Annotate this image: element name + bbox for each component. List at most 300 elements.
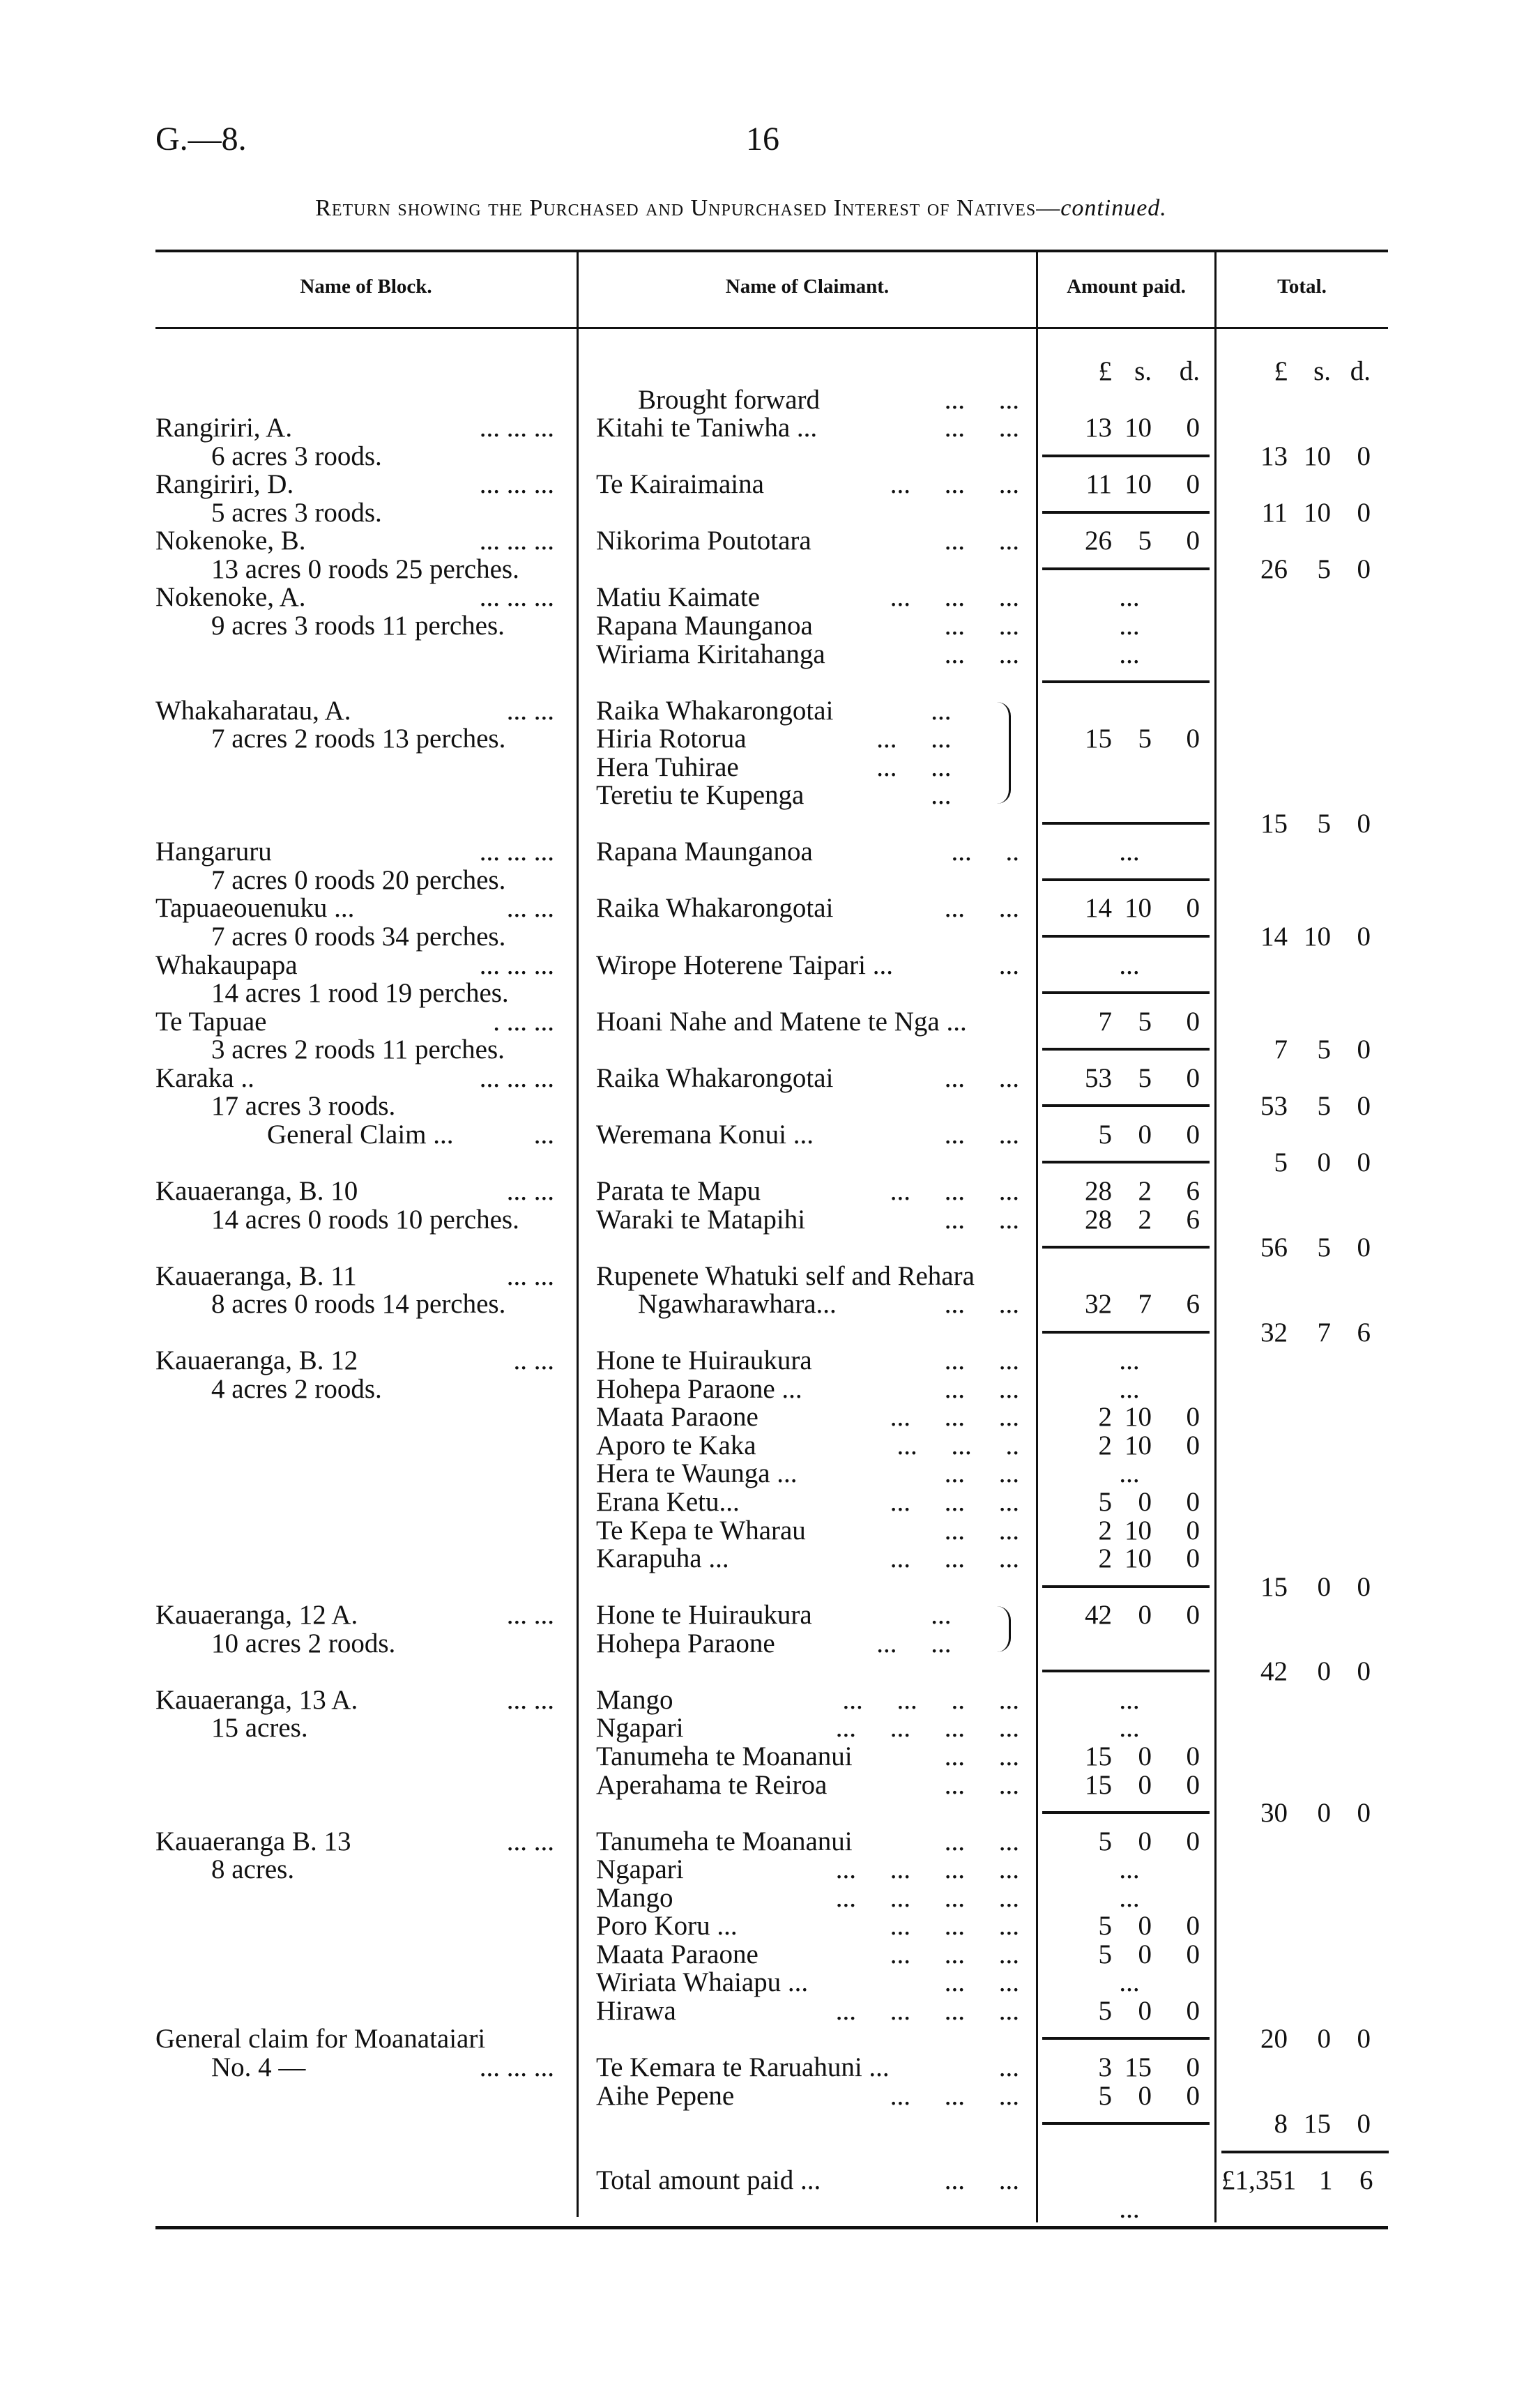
table-row	[0, 555, 1540, 583]
leader-dots: ... ... ...	[890, 1939, 1019, 1969]
amount-subtotal-rule	[1042, 2122, 1210, 2125]
brace-bracket	[993, 753, 1011, 781]
total-shillings: 5	[1317, 1035, 1331, 1065]
block-area: 9 acres 3 roods 11 perches.	[211, 610, 505, 641]
leader-dots: ... ...	[944, 1741, 1019, 1771]
amount-subtotal-rule	[1042, 511, 1210, 514]
total-shillings: 0	[1317, 1656, 1331, 1687]
total-pence: 0	[1357, 1233, 1371, 1263]
leader-dots: ... ... ...	[479, 1062, 554, 1093]
total-pounds: 14	[1260, 922, 1288, 952]
amount-shillings: 0	[1138, 1741, 1152, 1771]
block-area: 4 acres 2 roods.	[211, 1373, 382, 1404]
amount-pounds: 5	[1098, 1939, 1112, 1969]
amount-subtotal-rule	[1042, 1811, 1210, 1814]
table-row	[0, 1516, 1540, 1545]
claimant-name: Rapana Maunganoa	[596, 610, 813, 641]
block-name: Nokenoke, A.	[155, 582, 306, 613]
grand-total-shillings: 1	[1319, 2165, 1333, 2196]
amount-subtotal-rule	[1042, 1048, 1210, 1051]
leader-dots: ... ...	[944, 413, 1019, 443]
leader-dots: ... ...	[506, 1175, 554, 1206]
amount-shillings: 10	[1124, 1430, 1152, 1460]
total-shillings: 10	[1304, 497, 1331, 528]
table-row	[0, 611, 1540, 640]
table-row	[0, 1120, 1540, 1149]
table-row	[0, 1035, 1540, 1064]
amount-pounds: 53	[1085, 1062, 1112, 1093]
block-area: 13 acres 0 roods 25 perches.	[211, 554, 519, 584]
table-row	[0, 1940, 1540, 1969]
table-row	[0, 2082, 1540, 2110]
table-row	[0, 1403, 1540, 1431]
claimant-name: Hone te Huiraukura	[596, 1600, 812, 1631]
leader-dots: ... ...	[506, 695, 554, 726]
table-row	[0, 1997, 1540, 2025]
claimant-name: Wiriata Whaiapu ...	[596, 1967, 809, 1998]
leader-dots: ... ...	[506, 1826, 554, 1856]
claimant-name: Te Kemara te Raruahuni ...	[596, 2052, 890, 2082]
leader-dots: ... ...	[944, 610, 1019, 641]
table-row	[0, 837, 1540, 866]
total-pence: 6	[1357, 1317, 1371, 1348]
amount-empty: ...	[1119, 1854, 1140, 1885]
amount-subtotal-rule	[1042, 1246, 1210, 1249]
claimant-name: Raika Whakarongotai	[596, 695, 834, 726]
block-area: 14 acres 0 roods 10 perches.	[211, 1204, 519, 1235]
leader-dots: ... ...	[944, 1967, 1019, 1998]
amount-pounds: 2	[1098, 1515, 1112, 1546]
table-row	[0, 498, 1540, 527]
table-row	[0, 640, 1540, 669]
claimant-name: Matiu Kaimate	[596, 582, 761, 613]
block-area: 8 acres 0 roods 14 perches.	[211, 1289, 506, 1320]
block-area: 7 acres 0 roods 34 perches.	[211, 922, 506, 952]
table-row	[0, 386, 1540, 414]
claimant-name: Tanumeha te Moananui	[596, 1826, 853, 1856]
amount-subtotal-rule	[1042, 2037, 1210, 2040]
claimant-name: Karapuha ...	[596, 1543, 729, 1574]
claimant-name: Tanumeha te Moananui	[596, 1741, 853, 1771]
claimant-name: Parata te Mapu	[596, 1175, 761, 1206]
amount-pounds: 2	[1098, 1543, 1112, 1574]
table-row	[0, 894, 1540, 922]
claimant-name: Total amount paid ...	[596, 2165, 821, 2196]
total-pounds: 53	[1260, 1091, 1288, 1122]
amount-currency-head: £	[1098, 356, 1112, 386]
amount-shillings: 5	[1138, 724, 1152, 754]
leader-dots: ...	[931, 780, 1019, 811]
total-currency-head: s.	[1313, 356, 1331, 386]
grand-total-pounds: £1,351	[1221, 2165, 1297, 2196]
leader-dots: ... ...	[944, 384, 1019, 415]
leader-dots: ... ... ... ...	[835, 1854, 1019, 1885]
claimant-name: Hirawa	[596, 1995, 676, 2026]
column-header-claimant: Name of Claimant.	[725, 275, 890, 298]
amount-pounds: 3	[1098, 2052, 1112, 2082]
amount-pence: 0	[1186, 1006, 1200, 1037]
claimant-name: Hoani Nahe and Matene te Nga ...	[596, 1006, 967, 1037]
table-row	[0, 1601, 1540, 1629]
amount-shillings: 0	[1138, 1826, 1152, 1856]
amount-pence: 0	[1186, 1741, 1200, 1771]
amount-pence: 0	[1186, 1402, 1200, 1433]
table-row	[0, 1799, 1540, 1827]
total-shillings: 0	[1317, 1147, 1331, 1178]
total-pounds: 30	[1260, 1798, 1288, 1829]
amount-subtotal-rule	[1042, 567, 1210, 570]
claimant-name: Hera te Waunga ...	[596, 1458, 798, 1489]
table-row	[0, 1686, 1540, 1714]
block-area: 10 acres 2 roods.	[211, 1628, 396, 1658]
claimant-name: Wirope Hoterene Taipari ...	[596, 949, 893, 980]
table-row	[0, 1262, 1540, 1290]
total-pounds: 8	[1274, 2109, 1288, 2139]
amount-shillings: 0	[1138, 1911, 1152, 1941]
claimant-name: Erana Ketu...	[596, 1487, 740, 1517]
leader-dots: ... ... ...	[479, 2052, 554, 2082]
leader-dots: ... ... ...	[479, 949, 554, 980]
amount-shillings: 5	[1138, 1006, 1152, 1037]
table-row	[0, 753, 1540, 781]
amount-empty: ...	[1119, 1713, 1140, 1743]
amount-subtotal-rule	[1042, 1670, 1210, 1672]
leader-dots: ... ... ...	[890, 1911, 1019, 1941]
claimant-name: Kitahi te Taniwha ...	[596, 413, 818, 443]
table-title	[0, 195, 1482, 222]
table-row	[0, 1177, 1540, 1205]
claimant-name: Ngapari	[596, 1713, 684, 1743]
amount-shillings: 0	[1138, 1939, 1152, 1969]
amount-pounds: 15	[1085, 1769, 1112, 1800]
claimant-name-continued: Brought forward	[638, 384, 821, 415]
leader-dots: ...	[931, 1600, 1019, 1631]
total-pounds: 42	[1260, 1656, 1288, 1687]
amount-subtotal-rule	[1042, 878, 1210, 881]
amount-shillings: 15	[1124, 2052, 1152, 2082]
table-row	[0, 809, 1540, 838]
table-row	[0, 1488, 1540, 1516]
header-bottom-rule	[155, 327, 1388, 329]
amount-empty: ...	[1119, 2193, 1140, 2224]
block-area: 5 acres 3 roods.	[211, 497, 382, 528]
block-name: Whakaupapa	[155, 949, 298, 980]
leader-dots: ... ... ...	[890, 469, 1019, 500]
total-rule	[1221, 2151, 1389, 2153]
amount-shillings: 10	[1124, 469, 1152, 500]
amount-pence: 6	[1186, 1204, 1200, 1235]
table-row	[0, 1884, 1540, 1912]
total-pence: 0	[1357, 2024, 1371, 2054]
block-name: Kauaeranga, 12 A.	[155, 1600, 358, 1631]
total-pounds: 5	[1274, 1147, 1288, 1178]
amount-pounds: 28	[1085, 1204, 1112, 1235]
total-pence: 0	[1357, 1656, 1371, 1687]
total-pence: 0	[1357, 1798, 1371, 1829]
total-currency-head: d.	[1350, 356, 1371, 386]
leader-dots: . ... ...	[493, 1006, 554, 1037]
total-shillings: 0	[1317, 2024, 1331, 2054]
leader-dots: ...	[533, 1119, 554, 1150]
amount-shillings: 0	[1138, 1995, 1152, 2026]
leader-dots: ... ...	[944, 1769, 1019, 1800]
amount-pounds: 5	[1098, 1487, 1112, 1517]
amount-shillings: 0	[1138, 2080, 1152, 2111]
table-row	[0, 696, 1540, 725]
leader-dots: ... ...	[944, 1204, 1019, 1235]
column-header-total: Total.	[1277, 275, 1327, 298]
claimant-name: Rapana Maunganoa	[596, 837, 813, 867]
total-pounds: 7	[1274, 1035, 1288, 1065]
block-name: Kauaeranga, B. 11	[155, 1260, 357, 1291]
claimant-name: Hohepa Paraone ...	[596, 1373, 802, 1404]
total-pounds: 11	[1261, 497, 1288, 528]
amount-subtotal-rule	[1042, 1331, 1210, 1334]
total-pounds: 20	[1260, 2024, 1288, 2054]
table-top-rule	[155, 250, 1388, 252]
table-row	[0, 1771, 1540, 1799]
leader-dots: ...	[998, 949, 1019, 980]
block-name: Hangaruru	[155, 837, 272, 867]
amount-pence: 6	[1186, 1289, 1200, 1320]
amount-pounds: 5	[1098, 2080, 1112, 2111]
amount-shillings: 10	[1124, 1543, 1152, 1574]
total-pounds: 15	[1260, 1571, 1288, 1602]
page-code: G.—8.	[155, 121, 247, 158]
total-pence: 0	[1357, 1091, 1371, 1122]
table-row	[0, 979, 1540, 1007]
total-pounds: 15	[1260, 808, 1288, 839]
block-area: 17 acres 3 roods.	[211, 1091, 396, 1122]
leader-dots: ... ...	[944, 893, 1019, 924]
block-name: Kauaeranga, B. 12	[155, 1345, 358, 1376]
leader-dots: ... ... ...	[479, 837, 554, 867]
leader-dots: ... ..	[951, 837, 1019, 867]
total-shillings: 0	[1317, 1571, 1331, 1602]
amount-shillings: 0	[1138, 1487, 1152, 1517]
claimant-name: Aperahama te Reiroa	[596, 1769, 828, 1800]
leader-dots: ... ...	[876, 751, 1019, 782]
total-shillings: 10	[1304, 922, 1331, 952]
leader-dots: ... ...	[944, 1289, 1019, 1320]
amount-pence: 0	[1186, 526, 1200, 556]
table-row	[0, 413, 1540, 442]
block-name: Karaka ..	[155, 1062, 254, 1093]
claimant-name: Mango	[596, 1882, 673, 1913]
claimant-name: Nikorima Poutotara	[596, 526, 811, 556]
total-currency-head: £	[1274, 356, 1288, 386]
amount-pence: 0	[1186, 1119, 1200, 1150]
total-pence: 0	[1357, 808, 1371, 839]
leader-dots: ...	[998, 2052, 1019, 2082]
claimant-name: Aporo te Kaka	[596, 1430, 756, 1460]
claimant-name: Hiria Rotorua	[596, 724, 747, 754]
amount-pence: 0	[1186, 724, 1200, 754]
table-row	[0, 2195, 1540, 2223]
leader-dots: ... ... ... ...	[835, 1713, 1019, 1743]
amount-pence: 0	[1186, 2052, 1200, 2082]
claimant-name-continued: Ngawharawhara...	[638, 1289, 837, 1320]
claimant-name: Raika Whakarongotai	[596, 1062, 834, 1093]
amount-subtotal-rule	[1042, 935, 1210, 938]
claimant-name: Te Kairaimaina	[596, 469, 764, 500]
amount-pence: 0	[1186, 469, 1200, 500]
amount-pounds: 32	[1085, 1289, 1112, 1320]
amount-pence: 0	[1186, 1995, 1200, 2026]
block-name: Whakaharatau, A.	[155, 695, 351, 726]
column-header-amount: Amount paid.	[1067, 275, 1186, 298]
amount-subtotal-rule	[1042, 822, 1210, 825]
amount-pounds: 2	[1098, 1402, 1112, 1433]
amount-pounds: 26	[1085, 526, 1112, 556]
claimant-name: Rupenete Whatuki self and Rehara	[596, 1260, 975, 1291]
table-row	[0, 1092, 1540, 1120]
amount-empty: ...	[1119, 1882, 1140, 1913]
leader-dots: ... ...	[876, 1628, 1019, 1658]
amount-subtotal-rule	[1042, 1161, 1210, 1163]
claimant-name: Hera Tuhirae	[596, 751, 739, 782]
table-row	[0, 1431, 1540, 1460]
leader-dots: ... ...	[944, 1373, 1019, 1404]
claimant-name: Raika Whakarongotai	[596, 893, 834, 924]
amount-subtotal-rule	[1042, 991, 1210, 994]
leader-dots: ... ... ..	[897, 1430, 1019, 1460]
block-name: General claim for Moanataiari	[155, 2024, 486, 2054]
table-row	[0, 1346, 1540, 1375]
table-row	[0, 1714, 1540, 1742]
table-row	[0, 1827, 1540, 1856]
amount-shillings: 10	[1124, 1402, 1152, 1433]
total-pence: 0	[1357, 922, 1371, 952]
table-row	[0, 866, 1540, 894]
block-area: 15 acres.	[211, 1713, 308, 1743]
amount-shillings: 5	[1138, 1062, 1152, 1093]
amount-empty: ...	[1119, 639, 1140, 669]
amount-pence: 0	[1186, 1939, 1200, 1969]
total-shillings: 5	[1317, 1091, 1331, 1122]
claimant-name: Maata Paraone	[596, 1402, 758, 1433]
claimant-name: Te Kepa te Wharau	[596, 1515, 806, 1546]
leader-dots: ... ...	[944, 1119, 1019, 1150]
table-bottom-rule	[155, 2226, 1388, 2229]
table-row	[0, 1205, 1540, 1234]
claimant-name: Poro Koru ...	[596, 1911, 738, 1941]
amount-pence: 0	[1186, 1600, 1200, 1631]
amount-pounds: 15	[1085, 1741, 1112, 1771]
block-name: Tapuaeouenuku ...	[155, 893, 355, 924]
table-row	[0, 1573, 1540, 1601]
block-area: No. 4 —	[211, 2052, 306, 2082]
block-name: Rangiriri, D.	[155, 469, 294, 500]
amount-pence: 0	[1186, 2080, 1200, 2111]
table-title-main: Return showing the Purchased and Unpurchased Interest of Natives—	[315, 195, 1061, 221]
amount-pounds: 5	[1098, 1826, 1112, 1856]
amount-pounds: 7	[1098, 1006, 1112, 1037]
total-pounds: 13	[1260, 441, 1288, 471]
amount-pounds: 28	[1085, 1175, 1112, 1206]
leader-dots: ... ... ...	[890, 1543, 1019, 1574]
leader-dots: ... ...	[506, 893, 554, 924]
total-pounds: 56	[1260, 1233, 1288, 1263]
leader-dots: ... ...	[506, 1260, 554, 1291]
leader-dots: ... ... ...	[890, 2080, 1019, 2111]
leader-dots: ... ... ...	[890, 1175, 1019, 1206]
total-shillings: 15	[1304, 2109, 1331, 2139]
total-shillings: 0	[1317, 1798, 1331, 1829]
page-number: 16	[746, 121, 779, 158]
table-row	[0, 583, 1540, 611]
claimant-name: Hone te Huiraukura	[596, 1345, 812, 1376]
table-row	[0, 1742, 1540, 1771]
amount-pence: 0	[1186, 413, 1200, 443]
leader-dots: ... ...	[944, 1458, 1019, 1489]
amount-subtotal-rule	[1042, 455, 1210, 457]
leader-dots: .. ...	[513, 1345, 554, 1376]
column-header-block: Name of Block.	[300, 275, 432, 298]
table-row	[0, 1375, 1540, 1403]
amount-pence: 0	[1186, 1430, 1200, 1460]
claimant-name: Mango	[596, 1684, 673, 1715]
block-name: Kauaeranga, B. 10	[155, 1175, 358, 1206]
total-pence: 0	[1357, 1035, 1371, 1065]
total-pence: 0	[1357, 441, 1371, 471]
claimant-name: Ngapari	[596, 1854, 684, 1885]
claimant-name: Teretiu te Kupenga	[596, 780, 805, 811]
leader-dots: ... ...	[506, 1600, 554, 1631]
amount-pence: 6	[1186, 1175, 1200, 1206]
amount-empty: ...	[1119, 1458, 1140, 1489]
leader-dots: ... ...	[944, 2165, 1019, 2196]
amount-pence: 0	[1186, 893, 1200, 924]
amount-pence: 0	[1186, 1062, 1200, 1093]
amount-pence: 0	[1186, 1543, 1200, 1574]
claimant-name: Aihe Pepene	[596, 2080, 735, 2111]
total-pence: 0	[1357, 554, 1371, 584]
total-shillings: 5	[1317, 808, 1331, 839]
total-shillings: 7	[1317, 1317, 1331, 1348]
total-pounds: 32	[1260, 1317, 1288, 1348]
leader-dots: ... ...	[944, 1062, 1019, 1093]
table-row	[0, 668, 1540, 696]
table-row	[0, 724, 1540, 753]
block-area: 6 acres 3 roods.	[211, 441, 382, 471]
claimant-name: Waraki te Matapihi	[596, 1204, 806, 1235]
amount-subtotal-rule	[1042, 1585, 1210, 1588]
table-row	[0, 1629, 1540, 1658]
amount-pence: 0	[1186, 1826, 1200, 1856]
amount-empty: ...	[1119, 1684, 1140, 1715]
amount-empty: ...	[1119, 1373, 1140, 1404]
leader-dots: ... ...	[944, 1515, 1019, 1546]
table-row	[0, 2024, 1540, 2053]
leader-dots: ... ...	[944, 526, 1019, 556]
total-pence: 0	[1357, 1571, 1371, 1602]
leader-dots: ... ... ... ...	[835, 1995, 1019, 2026]
block-area: 8 acres.	[211, 1854, 295, 1885]
table-row	[0, 442, 1540, 471]
leader-dots: ... ...	[944, 1345, 1019, 1376]
claimant-name: Weremana Konui ...	[596, 1119, 814, 1150]
table-row	[0, 526, 1540, 555]
table-row	[0, 2109, 1540, 2138]
amount-empty: ...	[1119, 1967, 1140, 1998]
table-row	[0, 1318, 1540, 1347]
total-pence: 0	[1357, 1147, 1371, 1178]
amount-shillings: 0	[1138, 1600, 1152, 1631]
leader-dots: ... ... .. ...	[842, 1684, 1019, 1715]
leader-dots: ...	[931, 695, 1019, 726]
amount-shillings: 10	[1124, 893, 1152, 924]
